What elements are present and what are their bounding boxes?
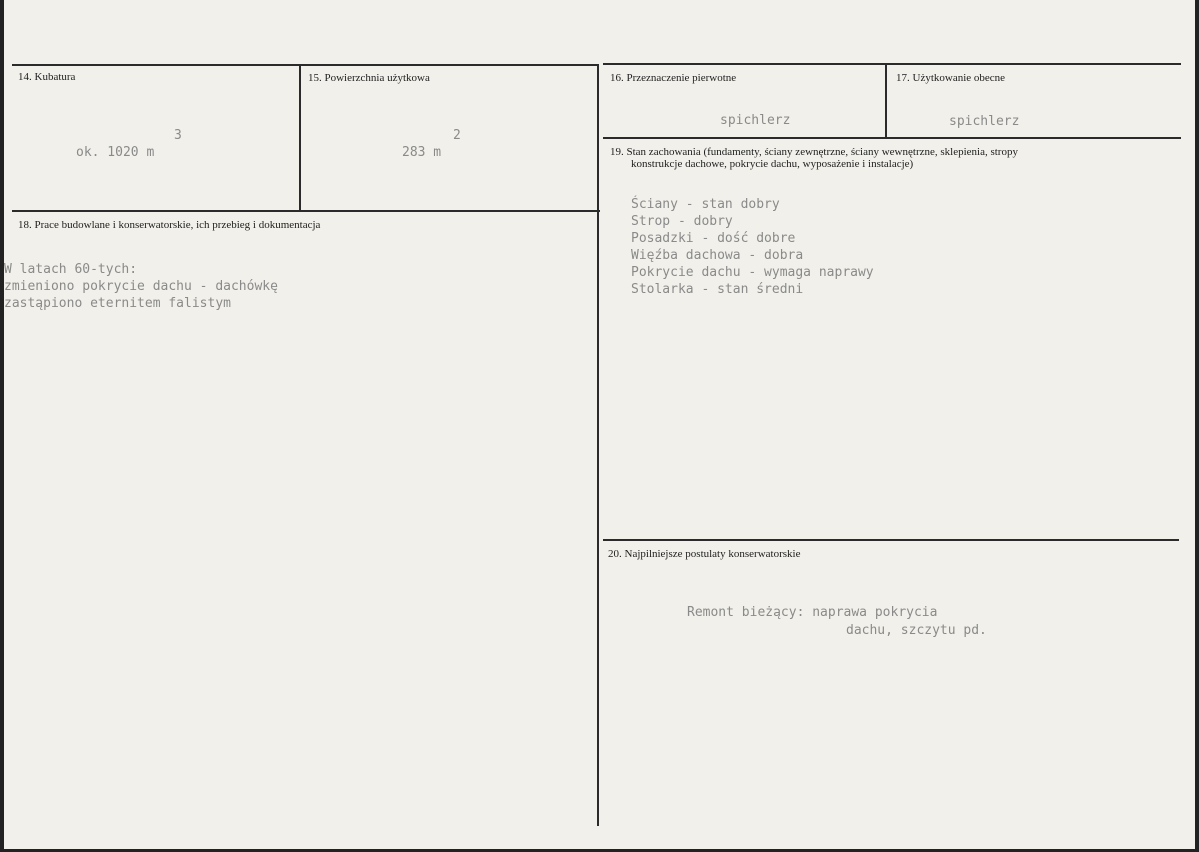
field-14-value: ok. 1020 m <box>76 145 155 160</box>
divider-left-right <box>597 64 599 826</box>
field-16-value: spichlerz <box>720 113 791 128</box>
rule-top-right <box>603 63 1181 65</box>
field-19-line: Strop - dobry <box>631 214 733 229</box>
field-20-line2: dachu, szczytu pd. <box>846 623 987 638</box>
divider-14-15 <box>299 65 301 210</box>
rule-mid-right <box>603 137 1181 139</box>
field-14-label: 14. Kubatura <box>18 71 76 83</box>
field-19-label-line1: 19. Stan zachowania (fundamenty, ściany zewnętrzne, ściany wewnętrzne, sklepienia, stropy <box>610 146 1018 158</box>
field-19-line: Stolarka - stan średni <box>631 282 804 297</box>
field-15-label: 15. Powierzchnia użytkowa <box>308 72 430 84</box>
field-14-superscript: 3 <box>174 128 182 143</box>
divider-16-17 <box>885 64 887 138</box>
field-19-label-line2: konstrukcje dachowe, pokrycie dachu, wyposażenie i instalacje) <box>631 158 914 170</box>
card-right-edge <box>1195 0 1199 852</box>
field-19-line: Ściany - stan dobry <box>631 197 780 212</box>
rule-lower-right <box>603 539 1179 541</box>
field-18-label: 18. Prace budowlane i konserwatorskie, ich przebieg i dokumentacja <box>18 219 321 231</box>
field-19-line: Posadzki - dość dobre <box>631 231 796 246</box>
field-18-line: zastąpiono eternitem falistym <box>4 296 231 311</box>
field-15-value: 283 m <box>402 145 442 160</box>
field-20-label: 20. Najpilniejsze postulaty konserwatorskie <box>608 548 801 560</box>
field-18-line: W latach 60-tych: <box>4 262 138 277</box>
field-19-line: Pokrycie dachu - wymaga naprawy <box>631 265 874 280</box>
card-left-edge <box>0 0 4 852</box>
field-18-line: zmieniono pokrycie dachu - dachówkę <box>4 279 278 294</box>
rule-mid-left <box>12 210 600 212</box>
field-16-label: 16. Przeznaczenie pierwotne <box>610 72 737 84</box>
field-20-line1: Remont bieżący: naprawa pokrycia <box>687 605 938 620</box>
rule-top-left <box>12 64 597 66</box>
field-17-label: 17. Użytkowanie obecne <box>896 72 1006 84</box>
field-19-line: Więźba dachowa - dobra <box>631 248 804 263</box>
field-15-superscript: 2 <box>453 128 461 143</box>
field-17-value: spichlerz <box>949 114 1020 129</box>
